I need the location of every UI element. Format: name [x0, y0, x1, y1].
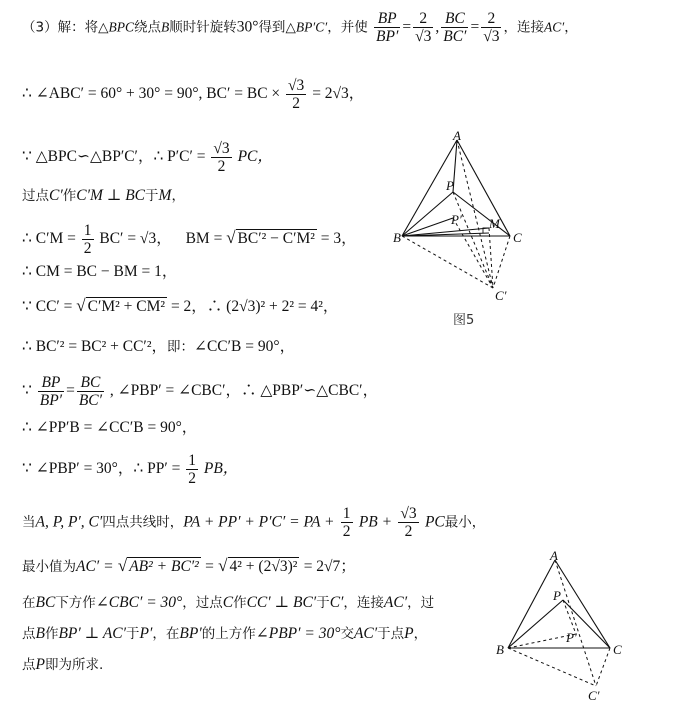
- fraction: $\frac{√3}{2}$: [288, 77, 305, 112]
- seg-acp-dashed: [555, 560, 596, 686]
- solution-line-7: ∵ CC′ = √ C′M² + CM² = 2，∴ (2√3)² + 2² = 4²，: [22, 296, 339, 315]
- solution-line-1: （3）解：将△BPC绕点B顺时针旋转30°得到△BP′C′，并使 $\frac{BP}{BP'}$ = $\frac{2}{√3}$ , $\frac{BC}{BC'}$ = $\frac{2}{√3}$ ，连接AC′，: [22, 10, 578, 45]
- fraction: $\frac{BC}{BC'}$: [78, 374, 103, 409]
- label-a: A: [550, 548, 558, 563]
- solution-line-14: 在BC下方作∠CBC′ = 30°，过点C作CC′ ⊥ BC′于C′，连接AC′，过: [22, 594, 435, 611]
- solution-line-6: ∴ CM = BC − BM = 1，: [22, 263, 178, 280]
- fraction: $\frac{1}{2}$: [342, 505, 351, 540]
- seg-bp: [508, 600, 563, 648]
- solution-line-15: 点B作BP′ ⊥ AC′于P′，在BP′的上方作∠PBP′ = 30°交AC′于点P，: [22, 625, 428, 642]
- solution-line-2: ∴ ∠ABC′ = 60° + 30° = 90°, BC′ = BC × $\frac{√3}{2}$ = 2√3，: [22, 77, 365, 112]
- label-p: P: [553, 588, 561, 603]
- label-c: C: [513, 230, 522, 245]
- fraction: $\frac{√3}{2}$: [400, 505, 417, 540]
- label-b: B: [393, 230, 401, 245]
- label-p-prime: P′: [451, 212, 462, 227]
- seg-bp: [402, 192, 453, 236]
- label-c: C: [613, 642, 622, 657]
- seg-acp-dashed: [457, 140, 493, 288]
- seg-bcp-dashed: [402, 236, 493, 288]
- label-b: B: [496, 642, 504, 657]
- fraction: $\frac{BC}{BC'}$: [443, 10, 467, 45]
- geometry-figure-5: [385, 130, 535, 325]
- fraction: $\frac{√3}{2}$: [213, 140, 230, 175]
- label-m: M: [489, 216, 500, 231]
- solution-line-13: 最小值为AC′ = √ AB² + BC′² = √ 4² + (2√3)² = 2√7；: [22, 556, 356, 575]
- solution-line-8: ∴ BC′² = BC² + CC′²，即：∠CC′B = 90°，: [22, 338, 296, 355]
- label-c-prime: C′: [588, 688, 600, 703]
- fraction: $\frac{BP}{BP'}$: [376, 10, 399, 45]
- radical: 4² + (2√3)²: [229, 558, 298, 575]
- solution-line-10: ∴ ∠PP′B = ∠CC′B = 90°，: [22, 419, 198, 436]
- label-c-prime: C′: [495, 288, 507, 303]
- radical: BC′² − C′M²: [237, 230, 315, 248]
- fraction: $\frac{1}{2}$: [188, 452, 196, 487]
- label-p: P: [446, 178, 454, 193]
- figure-caption: 图5: [453, 313, 475, 325]
- fraction: $\frac{2}{√3}$: [415, 10, 432, 45]
- label-p-prime: P′: [566, 630, 577, 645]
- solution-line-11: ∵ ∠PBP′ = 30°，∴ PP′ = $\frac{1}{2}$ PB，: [22, 452, 239, 487]
- radical: C′M² + CM²: [87, 298, 166, 315]
- seg-ac: [555, 560, 610, 648]
- geometry-figure-6: [488, 548, 638, 703]
- radical: AB² + BC′²: [129, 558, 199, 575]
- label-a: A: [453, 130, 461, 143]
- fraction: $\frac{2}{√3}$: [483, 10, 500, 45]
- seg-ccp-dashed: [596, 648, 610, 686]
- solution-line-4: 过点C′作C′M ⊥ BC于M，: [22, 187, 185, 204]
- solution-line-16: 点P即为所求.: [22, 656, 104, 673]
- solution-line-5: ∴ C′M = $\frac{1}{2}$ BC′ = √3， BM = √ BC′² − C′M² = 3，: [22, 222, 357, 257]
- seg-mcp-dashed: [489, 228, 493, 288]
- seg-ab: [508, 560, 555, 648]
- solution-line-12: 当A, P, P′, C′四点共线时，PA + PP′ + P′C′ = PA + $\frac{1}{2}$ PB + $\frac{√3}{2}$ PC最小，: [22, 505, 486, 540]
- seg-bcp-dashed: [508, 648, 596, 686]
- fraction: $\frac{1}{2}$: [83, 222, 92, 257]
- solution-line-3: ∵ △BPC∽△BP′C′，∴ P′C′ = $\frac{√3}{2}$ PC，: [22, 140, 273, 175]
- fraction: $\frac{BP}{BP'}$: [39, 374, 63, 409]
- solution-line-9: ∵ $\frac{BP}{BP'}$ = $\frac{BC}{BC'}$ , ∠PBP′ = ∠CBC′，∴ △PBP′∽△CBC′，: [22, 374, 379, 409]
- seg-ccp-dashed: [493, 236, 510, 288]
